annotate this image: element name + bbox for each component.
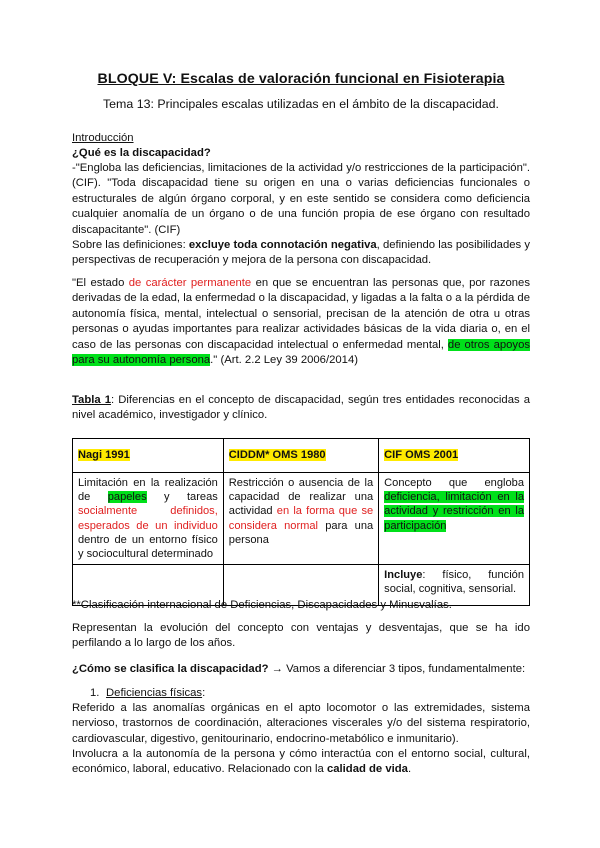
table-label: Tabla 1 [72,394,112,406]
nagi-cell: Limitación en la realización de papeles y tareas socialmente definidos, esperados de un individuo dentro de un entorno físico y sociocultural determinado [73,473,224,565]
emphasis-text: calidad de vida [326,763,408,776]
header-cell: CIDDM* OMS 1980 [223,439,378,473]
autonomy-paragraph: Involucra a la autonomía de la persona y cómo interactúa con el entorno social, cultural, económico, laboral, educativo. Relacionado con la calidad de vida. [72,748,530,776]
table-header-row [73,439,530,473]
physical-deficiency-paragraph: Referido a las anomalías orgánicas en el apto locomotor o las extremidades, sistema nervioso, trastornos de coordinación, alteraciones viscerales y/o del sistema respiratorio, cardiovascular, digestivo, genitourinario, endocrino-metabólico e inmunitario). [72,702,530,745]
list-item: 1. Deficiencias físicas: [90,687,206,699]
topic-subtitle: Tema 13: Principales escalas utilizadas en el ámbito de la discapacidad. [102,97,500,111]
what-is-question: ¿Qué es la discapacidad? [72,147,211,159]
arrow-icon: → [268,663,287,675]
page-title: BLOQUE V: Escalas de valoración funcional en Fisioterapia [97,71,505,87]
comparison-table [72,438,530,606]
red-text: de carácter permanente [128,277,252,289]
includes-cell: Incluye: físico, función social, cognitiva, sensorial. [379,565,530,606]
table-row [73,473,530,565]
header-cell: CIF OMS 2001 [379,439,530,473]
list-item-label: Deficiencias físicas [106,687,203,699]
intro-heading [72,131,530,146]
list-number: 1. [90,687,100,699]
evolution-paragraph: Representan la evolución del concepto con ventajas y desventajas, que se ha ido perfilando a lo largo de los años. [72,622,530,650]
table-caption: Tabla 1: Diferencias en el concepto de discapacidad, según tres entidades reconocidas a nivel académico, investigador y clínico. [72,394,530,422]
classify-question: ¿Cómo se clasifica la discapacidad? [72,663,269,675]
definition-paragraph: -"Engloba las deficiencias, limitaciones de la actividad y/o restricciones de la participación". (CIF). "Toda discapacidad tiene su origen en una o varias deficiencias funcionales o estructurales de algún órgano corporal, y en este sentido se considera como deficiencia cualquier anomalía de un órgano o de una función propia de ese órgano con resultado discapacitante". (CIF) [72,162,530,236]
highlighted-text: de otros apoyos para su autonomía persona [72,338,530,367]
header-cell: Nagi 1991 [73,439,224,473]
definitions-note: Sobre las definiciones: excluye toda connotación negativa, definiendo las posibilidades y perspectivas de recuperación y mejora de la persona con discapacidad. [72,239,530,267]
ciddm-cell: Restricción o ausencia de la capacidad de realizar una actividad en la forma que se considera normal para una persona [223,473,378,565]
law-quote: "El estado de carácter permanente en que se encuentran las personas que, por razones derivadas de la edad, la enfermedad o la discapacidad, y ligadas a la falta o a la pérdida de autonomía física, mental, intelectual o sensorial, precisan de la atención de otra u otras personas o ayudas importantes para realizar actividades básicas de la vida diaria o, en el caso de las personas con discapacidad intelectual o enfermedad mental, de otros apoyos para su autonomía persona." (Art. 2.2 Ley 39 2006/2014) [72,277,530,367]
cif-cell: Concepto que engloba deficiencia, limitación en la actividad y restricción en la participación [379,473,530,565]
table-footnote: **Clasificación internacional de Deficiencias, Discapacidades y Minusvalías. [72,599,452,611]
intro-label: Introducción [72,132,134,144]
emphasis-text: excluye toda connotación negativa [188,239,377,251]
classify-line: ¿Cómo se clasifica la discapacidad? → Vamos a diferenciar 3 tipos, fundamentalmente: [72,663,526,675]
